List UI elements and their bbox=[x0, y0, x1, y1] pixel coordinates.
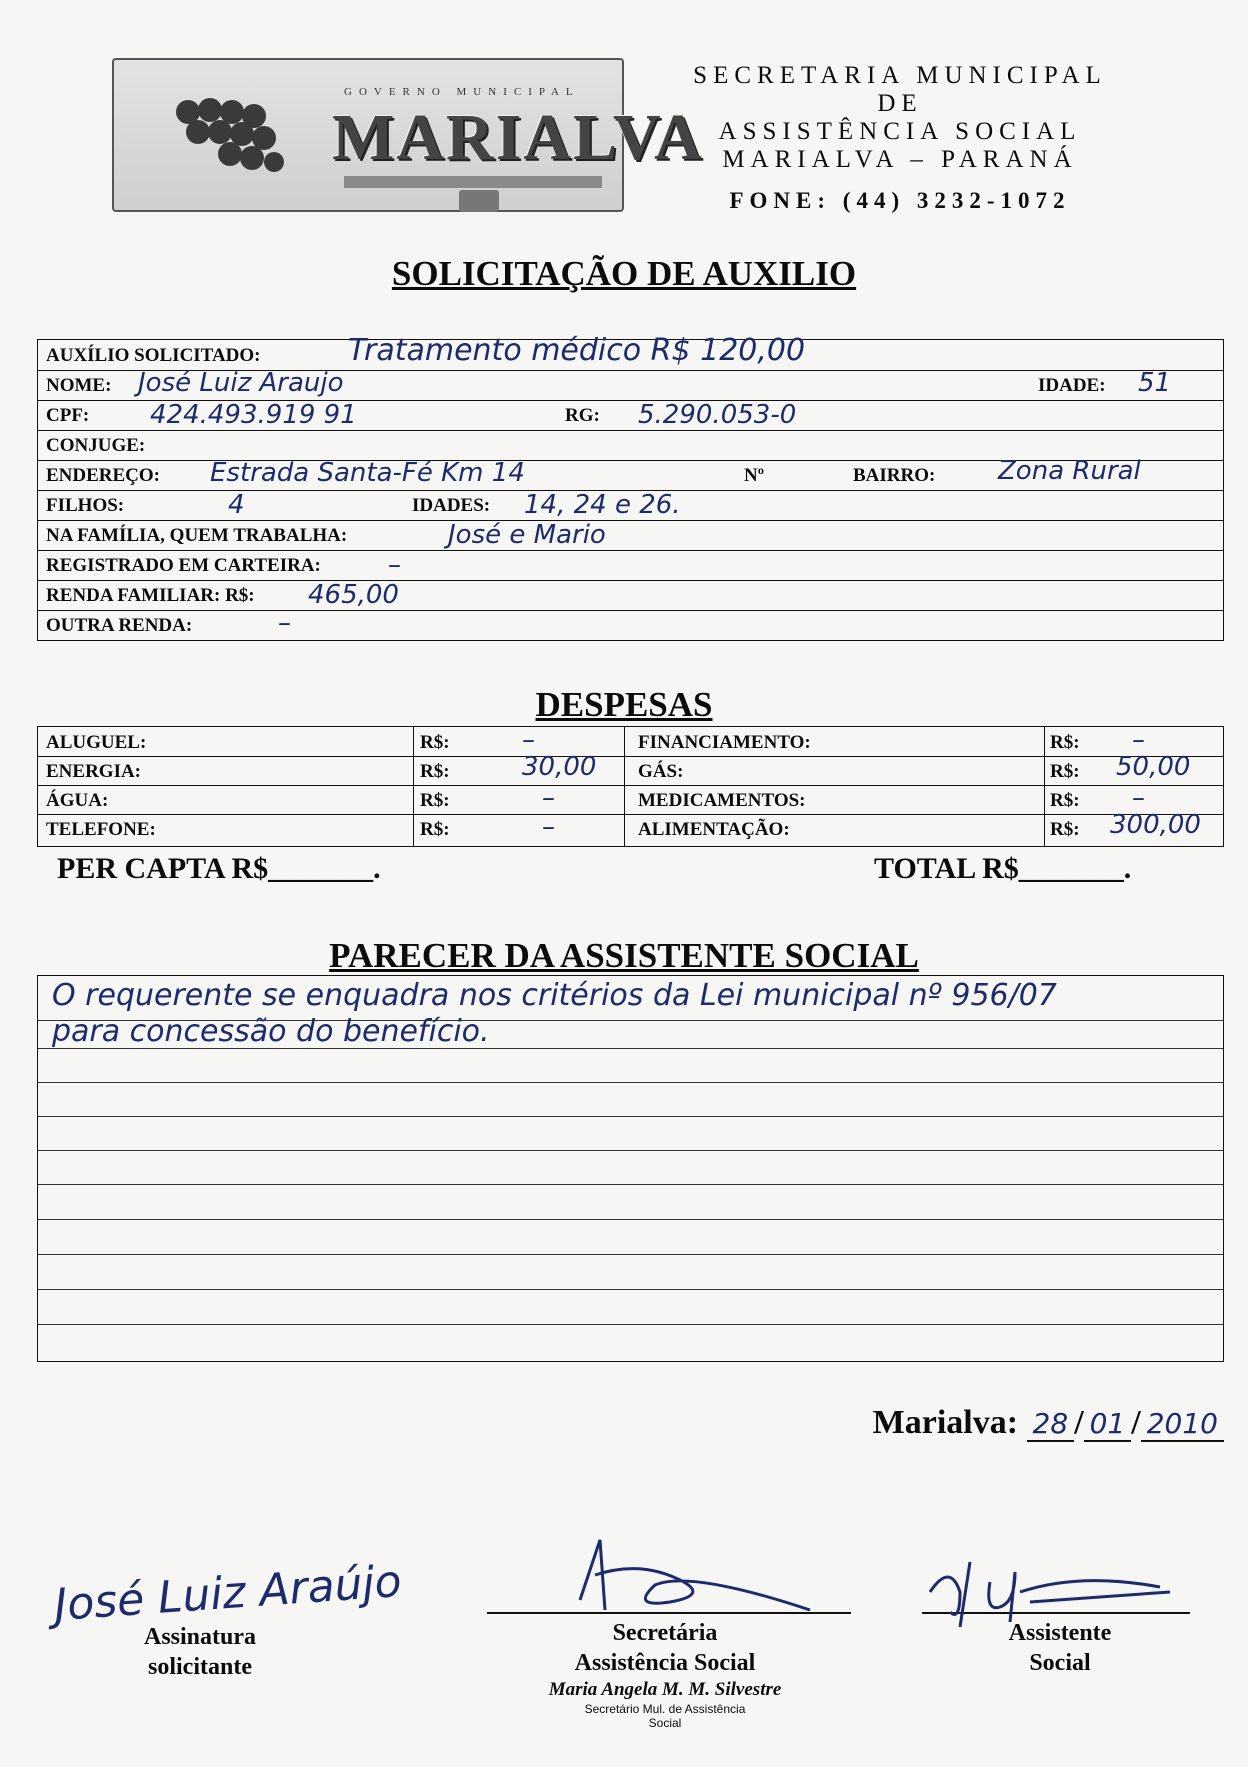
aluguel-value: – bbox=[522, 725, 535, 755]
auxilio-value: Tratamento médico R$ 120,00 bbox=[348, 333, 806, 368]
telefone-value: – bbox=[542, 812, 555, 842]
despesa-row bbox=[38, 752, 1223, 786]
ruled-line bbox=[38, 1116, 1223, 1117]
trabalha-label: NA FAMÍLIA, QUEM TRABALHA: bbox=[46, 525, 348, 546]
row-trabalha bbox=[38, 520, 1223, 551]
outra-renda-label: OUTRA RENDA: bbox=[46, 615, 193, 636]
medicamentos-label: MEDICAMENTOS: bbox=[638, 790, 806, 811]
rg-value: 5.290.053-0 bbox=[638, 400, 797, 430]
outra-renda-value: – bbox=[278, 608, 291, 638]
renda-value: 465,00 bbox=[308, 580, 399, 610]
logo-name: MARIALVA bbox=[332, 101, 704, 174]
despesas-table bbox=[37, 726, 1224, 847]
currency-label: R$: bbox=[1050, 761, 1080, 782]
ruled-line bbox=[38, 1219, 1223, 1220]
despesa-row bbox=[38, 810, 1223, 843]
carteira-label: REGISTRADO EM CARTEIRA: bbox=[46, 555, 321, 576]
agua-value: – bbox=[542, 783, 555, 813]
energia-label: ENERGIA: bbox=[46, 761, 142, 782]
ruled-line bbox=[38, 1324, 1223, 1325]
secretaria-caption-line-2: Assistência Social bbox=[574, 1650, 756, 1676]
financiamento-value: – bbox=[1132, 725, 1145, 755]
agua-label: ÁGUA: bbox=[46, 790, 109, 811]
municipal-logo bbox=[112, 58, 704, 212]
ruled-line bbox=[38, 1082, 1223, 1083]
secretaria-stamp-role-2: Social bbox=[648, 1716, 682, 1731]
secretaria-stamp-role: Secretário Mul. de Assistência bbox=[584, 1701, 746, 1716]
aluguel-label: ALUGUEL: bbox=[46, 732, 147, 753]
solicitante-signature: José Luiz Araújo bbox=[52, 1555, 404, 1632]
date-field: Marialva: 28 / 01 / 2010 bbox=[873, 1404, 1224, 1442]
parecer-box bbox=[37, 975, 1224, 1362]
idade-value: 51 bbox=[1138, 368, 1172, 398]
rg-label: RG: bbox=[565, 405, 600, 426]
nome-value: José Luiz Araujo bbox=[138, 368, 344, 398]
solicitante-caption-line-1: Assinatura bbox=[143, 1624, 257, 1650]
financiamento-label: FINANCIAMENTO: bbox=[638, 732, 811, 753]
filhos-label: FILHOS: bbox=[46, 495, 125, 516]
date-month: 01 bbox=[1084, 1407, 1132, 1442]
parecer-text-line-2: para concessão do benefício. bbox=[52, 1014, 490, 1049]
idades-label: IDADES: bbox=[412, 495, 491, 516]
row-renda bbox=[38, 580, 1223, 611]
bairro-value: Zona Rural bbox=[998, 456, 1141, 486]
endereco-label: ENDEREÇO: bbox=[46, 465, 161, 486]
solicitante-caption bbox=[110, 1622, 290, 1682]
solicitante-caption-line-2: solicitante bbox=[148, 1654, 252, 1680]
gas-value: 50,00 bbox=[1116, 752, 1191, 782]
parecer-text-line-1: O requerente se enquadra nos critérios da Lei municipal nº 956/07 bbox=[52, 978, 1057, 1013]
header-line-2: DE bbox=[877, 90, 923, 117]
secretaria-caption bbox=[530, 1618, 800, 1731]
currency-label: R$: bbox=[1050, 790, 1080, 811]
row-carteira bbox=[38, 550, 1223, 581]
date-day: 28 bbox=[1027, 1407, 1075, 1442]
header-line-4: MARIALVA – PARANÁ bbox=[722, 146, 1078, 173]
carteira-value: – bbox=[388, 550, 401, 580]
cpf-label: CPF: bbox=[46, 405, 90, 426]
parecer-title: PARECER DA ASSISTENTE SOCIAL bbox=[329, 936, 919, 975]
filhos-value: 4 bbox=[228, 490, 245, 520]
currency-label: R$: bbox=[420, 732, 450, 753]
conjuge-label: CONJUGE: bbox=[46, 435, 146, 456]
medicamentos-value: – bbox=[1132, 783, 1145, 813]
despesa-row bbox=[38, 785, 1223, 815]
total: TOTAL R$_______. bbox=[874, 852, 1132, 885]
header-line-1: SECRETARIA MUNICIPAL bbox=[693, 62, 1107, 89]
grapes-icon bbox=[158, 82, 298, 182]
header-line-3: ASSISTÊNCIA SOCIAL bbox=[718, 118, 1082, 145]
currency-label: R$: bbox=[420, 790, 450, 811]
row-nome bbox=[38, 370, 1223, 401]
row-filhos bbox=[38, 490, 1223, 521]
ruled-line bbox=[38, 1254, 1223, 1255]
per-capta: PER CAPTA R$_______. bbox=[57, 852, 381, 885]
row-endereco bbox=[38, 456, 1223, 491]
bairro-label: BAIRRO: bbox=[853, 465, 936, 486]
idades-value: 14, 24 e 26. bbox=[524, 490, 681, 520]
alimentacao-value: 300,00 bbox=[1110, 810, 1201, 840]
row-auxilio bbox=[38, 333, 1223, 371]
renda-label: RENDA FAMILIAR: R$: bbox=[46, 585, 255, 606]
assistente-caption-line-1: Assistente bbox=[1008, 1620, 1112, 1646]
auxilio-label: AUXÍLIO SOLICITADO: bbox=[46, 345, 261, 366]
gas-label: GÁS: bbox=[638, 761, 684, 782]
ruled-line bbox=[38, 1184, 1223, 1185]
date-label: Marialva: bbox=[872, 1404, 1019, 1441]
currency-label: R$: bbox=[1050, 732, 1080, 753]
currency-label: R$: bbox=[420, 761, 450, 782]
despesas-title: DESPESAS bbox=[535, 685, 713, 724]
assistente-caption-line-2: Social bbox=[1029, 1650, 1091, 1676]
telefone-label: TELEFONE: bbox=[46, 819, 156, 840]
energia-value: 30,00 bbox=[522, 752, 597, 782]
ruled-line bbox=[38, 1150, 1223, 1151]
currency-label: R$: bbox=[420, 819, 450, 840]
assistente-caption bbox=[980, 1618, 1140, 1678]
currency-label: R$: bbox=[1050, 819, 1080, 840]
trabalha-value: José e Mario bbox=[448, 520, 606, 550]
logo-slogan-band bbox=[344, 176, 602, 188]
request-form bbox=[37, 333, 1224, 641]
row-outra-renda bbox=[38, 610, 1223, 640]
nome-label: NOME: bbox=[46, 375, 112, 396]
crest-icon bbox=[459, 190, 499, 212]
row-cpf bbox=[38, 400, 1223, 431]
idade-label: IDADE: bbox=[1038, 375, 1106, 396]
ruled-line bbox=[38, 1289, 1223, 1290]
page-title: SOLICITAÇÃO DE AUXILIO bbox=[391, 254, 857, 293]
date-year: 2010 bbox=[1141, 1407, 1224, 1442]
header-phone: FONE: (44) 3232-1072 bbox=[729, 188, 1071, 213]
cpf-value: 424.493.919 91 bbox=[150, 400, 357, 430]
secretaria-stamp-name: Maria Angela M. M. Silvestre bbox=[548, 1679, 782, 1700]
endereco-value: Estrada Santa-Fé Km 14 bbox=[210, 458, 525, 488]
despesa-row bbox=[38, 727, 1223, 757]
alimentacao-label: ALIMENTAÇÃO: bbox=[638, 819, 790, 840]
numero-label: Nº bbox=[744, 465, 764, 486]
secretaria-signature bbox=[560, 1530, 860, 1630]
secretaria-caption-line-1: Secretária bbox=[612, 1620, 718, 1646]
logo-top-text: GOVERNO MUNICIPAL bbox=[344, 86, 580, 98]
